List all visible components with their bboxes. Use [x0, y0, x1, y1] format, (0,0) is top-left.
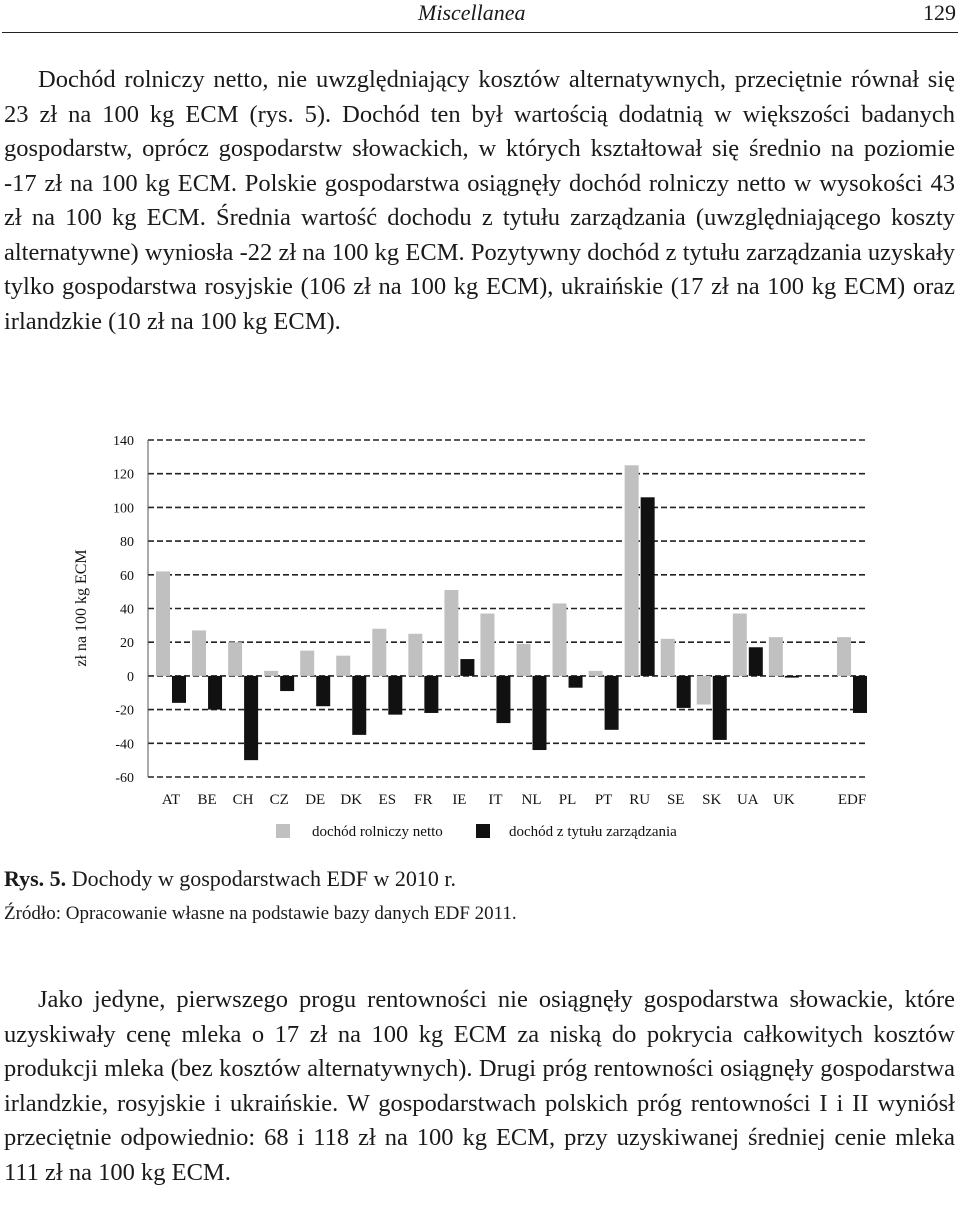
x-tick-label: AT	[161, 792, 181, 808]
y-tick-label: 100	[113, 501, 134, 517]
y-tick-label: 120	[113, 467, 134, 483]
figure-chart	[0, 420, 960, 850]
x-tick-label: UA	[736, 792, 759, 808]
legend-label-net-income: dochód rolniczy netto	[312, 824, 443, 840]
y-tick-label: -60	[115, 771, 134, 786]
bar-management-income-sk	[713, 676, 727, 740]
y-tick-label: 0	[127, 669, 134, 685]
legend-label-management-income: dochód z tytułu zarządzania	[509, 824, 677, 840]
x-tick-label: IE	[452, 792, 467, 808]
bar-net-income-ua	[733, 614, 747, 676]
x-tick-label: IT	[488, 792, 503, 808]
bar-net-income-nl	[517, 644, 531, 676]
bar-net-income-ru	[625, 465, 639, 676]
figure-source: Źródło: Opracowanie własne na podstawie bazy danych EDF 2011.	[4, 903, 517, 924]
x-tick-label: RU	[629, 792, 651, 808]
x-tick-label: NL	[521, 792, 542, 808]
body-paragraph-2: Jako jedyne, pierwszego progu rentowności nie osiągnęły gospodarstwa słowackie, które uzyskiwały cenę mleka o 17 zł na 100 kg ECM za niską do pokrycia całkowitych kosztów produkcji mleka (bez kosztów alternatywnych). Drugi próg rentowności osiągnęły gospodarstwa irlandzkie, rosyjskie i ukraińskie. W gospodarstwach polskich próg rentowności I i II wyniósł przeciętnie odpowiednio: 68 i 118 zł na 100 kg ECM, przy uzyskiwanej średniej cenie mleka 111 zł na 100 kg ECM.	[4, 986, 955, 1186]
bar-chart	[0, 420, 960, 850]
bar-net-income-at	[156, 571, 170, 675]
bar-net-income-it	[480, 614, 494, 676]
bars	[156, 465, 867, 760]
bar-management-income-pt	[605, 676, 619, 730]
bar-net-income-ie	[444, 590, 458, 676]
bar-net-income-pt	[589, 671, 603, 676]
legend-swatch-management-income	[476, 824, 490, 838]
x-tick-label: DK	[340, 792, 363, 808]
x-tick-label: UK	[773, 792, 795, 808]
page-number: 129	[923, 0, 956, 25]
y-tick-label: 60	[120, 568, 134, 584]
page-header	[0, 0, 960, 34]
bar-net-income-be	[192, 630, 206, 675]
bar-net-income-pl	[553, 603, 567, 675]
bar-management-income-edf	[853, 676, 867, 713]
x-tick-label: BE	[197, 792, 217, 808]
bar-management-income-se	[677, 676, 691, 708]
figure-caption	[4, 866, 456, 892]
bar-net-income-sk	[697, 676, 711, 705]
bar-management-income-ua	[749, 647, 763, 676]
header-rule	[2, 32, 958, 33]
x-tick-label: PT	[594, 792, 613, 808]
x-tick-label: PL	[558, 792, 577, 808]
x-tick-label: FR	[414, 792, 433, 808]
y-tick-label: -20	[115, 703, 134, 719]
bar-net-income-ch	[228, 642, 242, 676]
bar-net-income-se	[661, 639, 675, 676]
bar-management-income-dk	[352, 676, 366, 735]
bar-management-income-de	[316, 676, 330, 706]
bar-management-income-nl	[533, 676, 547, 750]
bar-net-income-es	[372, 629, 386, 676]
bar-management-income-ie	[460, 659, 474, 676]
bar-management-income-es	[388, 676, 402, 715]
y-tick-label: 80	[120, 535, 134, 551]
bar-management-income-fr	[424, 676, 438, 713]
y-tick-label: -40	[115, 737, 134, 753]
figure-caption-label: Rys. 5.	[4, 866, 67, 891]
bar-management-income-be	[208, 676, 222, 710]
legend	[276, 824, 677, 840]
bar-net-income-uk	[769, 637, 783, 676]
legend-swatch-net-income	[276, 824, 290, 838]
bar-net-income-cz	[264, 671, 278, 676]
bar-management-income-cz	[280, 676, 294, 691]
x-tick-label: EDF	[837, 792, 867, 808]
bar-net-income-dk	[336, 656, 350, 676]
y-axis-label: zł na 100 kg ECM	[73, 549, 90, 667]
figure-caption-text: Dochody w gospodarstwach EDF w 2010 r.	[66, 866, 457, 891]
bar-management-income-pl	[569, 676, 583, 688]
bar-management-income-ch	[244, 676, 258, 760]
x-tick-label: ES	[378, 792, 397, 808]
x-axis-ticks	[162, 792, 866, 808]
bar-net-income-de	[300, 651, 314, 676]
y-tick-label: 40	[120, 602, 134, 618]
x-tick-label: DE	[305, 792, 326, 808]
y-tick-label: 20	[120, 636, 134, 652]
bar-net-income-fr	[408, 634, 422, 676]
y-axis-ticks	[113, 434, 134, 786]
running-head: Miscellanea	[418, 0, 526, 25]
y-tick-label: 140	[113, 434, 134, 449]
bar-management-income-uk	[785, 676, 799, 678]
bar-net-income-edf	[837, 637, 851, 676]
bar-management-income-it	[496, 676, 510, 723]
x-tick-label: SE	[666, 792, 685, 808]
x-tick-label: CH	[232, 792, 254, 808]
x-tick-label: SK	[702, 792, 722, 808]
bar-management-income-at	[172, 676, 186, 703]
body-paragraph-1: Dochód rolniczy netto, nie uwzględniający kosztów alternatywnych, przeciętnie równał się 23 zł na 100 kg ECM (rys. 5). Dochód ten był wartością dodatnią w większości badanych gospodarstw, oprócz gospodarstw słowackich, w których kształtował się średnio na poziomie -17 zł na 100 kg ECM. Polskie gospodarstwa osiągnęły dochód rolniczy netto w wysokości 43 zł na 100 kg ECM. Średnia wartość dochodu z tytułu zarządzania (uwzględniającego koszty alternatywne) wyniosła -22 zł na 100 kg ECM. Pozytywny dochód z tytułu zarządzania uzyskały tylko gospodarstwa rosyjskie (106 zł na 100 kg ECM), ukraińskie (17 zł na 100 kg ECM) oraz irlandzkie (10 zł na 100 kg ECM).	[4, 66, 955, 335]
x-tick-label: CZ	[269, 792, 289, 808]
bar-management-income-ru	[641, 497, 655, 676]
